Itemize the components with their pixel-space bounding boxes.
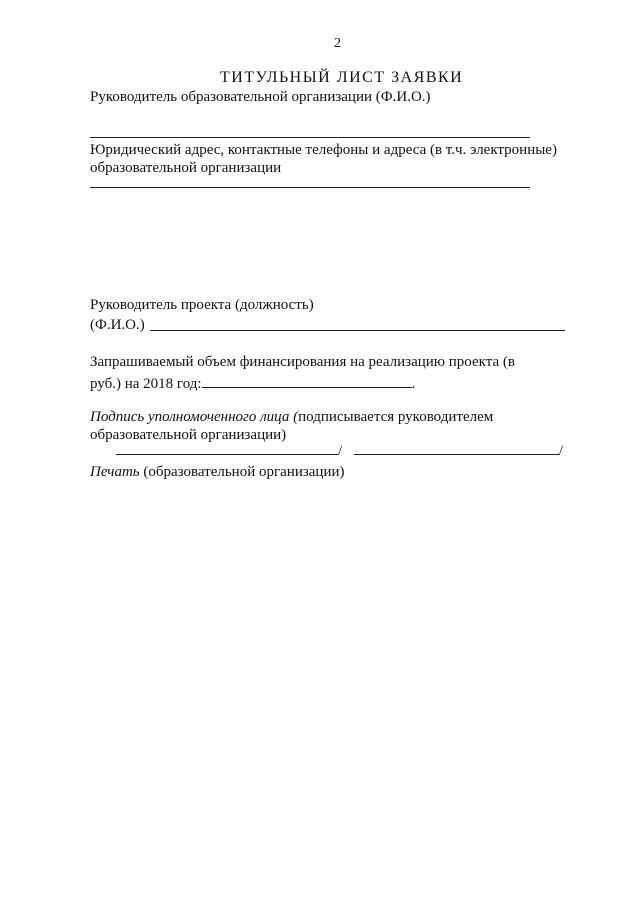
- funding-line2: [90, 373, 415, 393]
- signature-label-line1: [90, 408, 493, 426]
- signature-label-line2: образовательной организации): [90, 427, 287, 443]
- head-label: Руководитель образовательной организации (Ф.И.О.): [90, 89, 431, 105]
- page-title: ТИТУЛЬНЫЙ ЛИСТ ЗАЯВКИ: [220, 69, 464, 86]
- funding-amount-line: [202, 373, 412, 388]
- address-label-line2: образовательной организации: [90, 160, 282, 176]
- signature-lines: [116, 440, 563, 460]
- signature-fill-line: [116, 440, 338, 455]
- fio-fill-line: [150, 330, 565, 331]
- stamp-rest: (образовательной организации): [139, 464, 345, 480]
- project-lead-label: Руководитель проекта (должность): [90, 297, 314, 313]
- signature-slash-2: /: [558, 443, 564, 459]
- head-fill-line: [90, 137, 530, 138]
- stamp-italic: Печать: [90, 464, 140, 480]
- stamp-label: [90, 463, 345, 481]
- signature-rest: подписывается руководителем: [298, 409, 494, 425]
- name-fill-line: [354, 440, 559, 455]
- signature-italic: Подпись уполномоченного лица (: [90, 409, 299, 425]
- funding-suffix: .: [411, 376, 416, 392]
- funding-prefix: руб.) на 2018 год:: [90, 376, 202, 392]
- address-fill-line: [90, 187, 530, 188]
- signature-slash-1: /: [338, 443, 343, 459]
- fio-label: (Ф.И.О.): [90, 317, 145, 333]
- funding-line1: Запрашиваемый объем финансирования на реализацию проекта (в: [90, 354, 515, 370]
- page-number: 2: [334, 36, 341, 51]
- address-label-line1: Юридический адрес, контактные телефоны и адреса (в т.ч. электронные): [90, 142, 557, 158]
